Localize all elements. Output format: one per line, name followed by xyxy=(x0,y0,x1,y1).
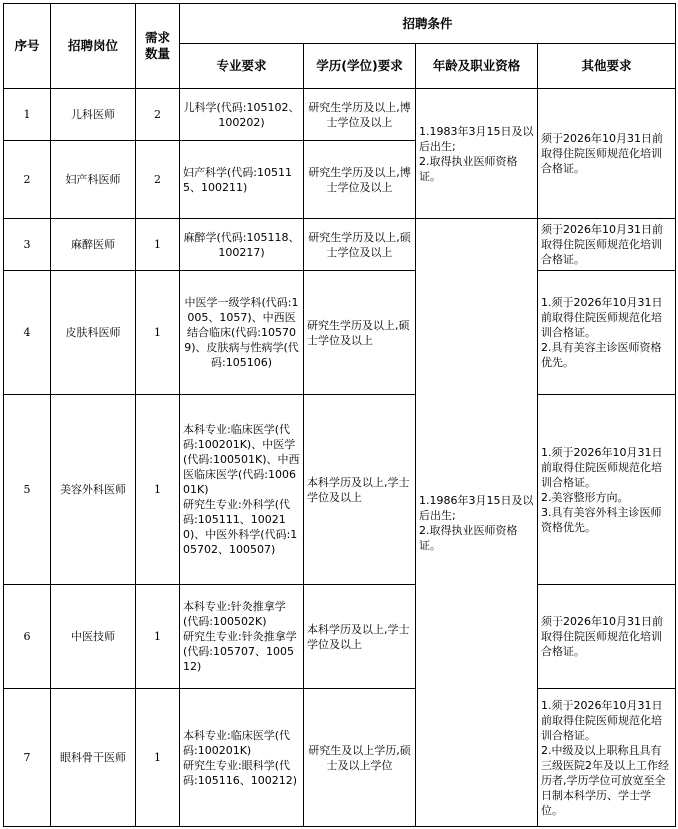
seq-cell: 6 xyxy=(4,585,51,689)
header-conditions: 招聘条件 xyxy=(180,4,676,44)
count-cell: 1 xyxy=(136,395,180,585)
count-cell: 2 xyxy=(136,141,180,219)
header-education: 学历(学位)要求 xyxy=(304,44,416,89)
table-row xyxy=(4,585,676,689)
table-row xyxy=(4,219,676,271)
seq-cell: 5 xyxy=(4,395,51,585)
seq-cell: 1 xyxy=(4,89,51,141)
header-other: 其他要求 xyxy=(538,44,676,89)
header-age: 年龄及职业资格 xyxy=(416,44,538,89)
header-position: 招聘岗位 xyxy=(51,4,136,89)
header-count: 需求 数量 xyxy=(136,4,180,89)
count-cell: 1 xyxy=(136,689,180,827)
education-cell: 本科学历及以上,学士学位及以上 xyxy=(304,395,416,585)
major-cell: 麻醉学(代码:105118、100217) xyxy=(180,219,304,271)
table-row xyxy=(4,271,676,395)
major-cell: 妇产科学(代码:105115、100211) xyxy=(180,141,304,219)
table-row xyxy=(4,395,676,585)
position-cell: 眼科骨干医师 xyxy=(51,689,136,827)
other-cell: 须于2026年10月31日前取得住院医师规范化培训合格证。 xyxy=(538,89,676,219)
count-cell: 1 xyxy=(136,585,180,689)
header-seq: 序号 xyxy=(4,4,51,89)
major-cell: 本科专业:临床医学(代码:100201K)、中医学(代码:100501K)、中西医临床医学(代码:100601K) 研究生专业:外科学(代码:105111、100210)、中医外科学(代码:105702、100507) xyxy=(180,395,304,585)
education-cell: 研究生及以上学历,硕士及以上学位 xyxy=(304,689,416,827)
education-cell: 研究生学历及以上,博士学位及以上 xyxy=(304,89,416,141)
major-cell: 本科专业:针灸推拿学(代码:100502K) 研究生专业:针灸推拿学(代码:105707、100512) xyxy=(180,585,304,689)
header-major: 专业要求 xyxy=(180,44,304,89)
position-cell: 儿科医师 xyxy=(51,89,136,141)
table-row xyxy=(4,89,676,141)
major-cell: 本科专业:临床医学(代码:100201K) 研究生专业:眼科学(代码:105116、100212) xyxy=(180,689,304,827)
position-cell: 中医技师 xyxy=(51,585,136,689)
position-cell: 妇产科医师 xyxy=(51,141,136,219)
position-cell: 皮肤科医师 xyxy=(51,271,136,395)
education-cell: 研究生学历及以上,博士学位及以上 xyxy=(304,141,416,219)
other-cell: 1.须于2026年10月31日前取得住院医师规范化培训合格证。 2.具有美容主诊医师资格优先。 xyxy=(538,271,676,395)
age-cell: 1.1986年3月15日及以后出生; 2.取得执业医师资格证。 xyxy=(416,219,538,827)
count-cell: 1 xyxy=(136,271,180,395)
seq-cell: 3 xyxy=(4,219,51,271)
education-cell: 研究生学历及以上,硕士学位及以上 xyxy=(304,219,416,271)
recruitment-table xyxy=(3,3,676,827)
count-cell: 2 xyxy=(136,89,180,141)
table-row xyxy=(4,689,676,827)
other-cell: 须于2026年10月31日前取得住院医师规范化培训合格证。 xyxy=(538,219,676,271)
education-cell: 研究生学历及以上,硕士学位及以上 xyxy=(304,271,416,395)
age-cell: 1.1983年3月15日及以后出生; 2.取得执业医师资格证。 xyxy=(416,89,538,219)
position-cell: 美容外科医师 xyxy=(51,395,136,585)
header-row-1 xyxy=(4,4,676,44)
other-cell: 1.须于2026年10月31日前取得住院医师规范化培训合格证。 2.美容整形方向。 3.具有美容外科主诊医师资格优先。 xyxy=(538,395,676,585)
other-cell: 1.须于2026年10月31日前取得住院医师规范化培训合格证。 2.中级及以上职称且具有三级医院2年及以上工作经历者,学历学位可放宽至全日制本科学历、学士学位。 xyxy=(538,689,676,827)
seq-cell: 2 xyxy=(4,141,51,219)
position-cell: 麻醉医师 xyxy=(51,219,136,271)
other-cell: 须于2026年10月31日前取得住院医师规范化培训合格证。 xyxy=(538,585,676,689)
major-cell: 中医学一级学科(代码:1005、1057)、中西医结合临床(代码:105709)、皮肤病与性病学(代码:105106) xyxy=(180,271,304,395)
education-cell: 本科学历及以上,学士学位及以上 xyxy=(304,585,416,689)
major-cell: 儿科学(代码:105102、100202) xyxy=(180,89,304,141)
count-cell: 1 xyxy=(136,219,180,271)
seq-cell: 4 xyxy=(4,271,51,395)
seq-cell: 7 xyxy=(4,689,51,827)
